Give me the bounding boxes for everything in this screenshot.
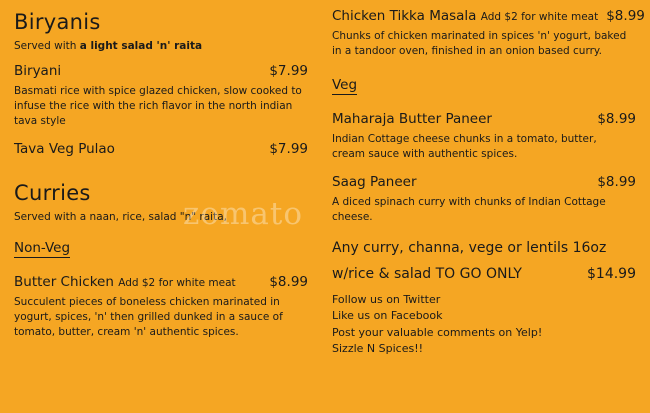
menu-item-name xyxy=(14,274,236,292)
menu-item-name-text: Butter Chicken xyxy=(14,274,114,291)
menu-item-description: Indian Cottage cheese chunks in a tomato, butter, cream sauce with authentic spices. xyxy=(332,132,597,160)
menu-item-name: Biryani xyxy=(14,63,62,80)
menu-item-description: A diced spinach curry with chunks of Indian Cottage cheese. xyxy=(332,195,606,223)
menu-item-price: $7.99 xyxy=(269,141,308,158)
menu-item-price: $8.99 xyxy=(597,110,636,127)
menu-item-price: $8.99 xyxy=(597,173,636,190)
social-twitter: Follow us on Twitter xyxy=(332,292,441,306)
menu-item-note: Add $2 for white meat xyxy=(480,11,599,23)
menu-item-description: Chunks of chicken marinated in spices 'n' yogurt, baked in a tandoor oven, finished in an onion based curry. xyxy=(332,29,627,57)
menu-item-row xyxy=(14,274,308,292)
biryanis-subtitle-bold: a light salad 'n' raita xyxy=(79,40,203,52)
menu-item-row xyxy=(332,111,636,129)
menu-item-name-text: Chicken Tikka Masala xyxy=(332,8,477,24)
menu-item-price: $8.99 xyxy=(606,8,645,24)
menu-item-price: $7.99 xyxy=(269,63,308,80)
section-subtitle-biryanis xyxy=(14,39,308,53)
combo-offer-line: Any curry, channa, vege or lentils 16oz xyxy=(332,239,607,256)
menu-item-row xyxy=(14,63,308,81)
menu-item-row xyxy=(332,174,636,192)
section-biryanis xyxy=(14,10,308,159)
subheading-non-veg: Non-Veg xyxy=(14,240,71,257)
menu-item-saag-paneer xyxy=(332,174,636,225)
menu-item-butter-chicken xyxy=(14,274,308,340)
social-links xyxy=(332,292,636,358)
menu-item-tava-veg-pulao xyxy=(14,141,308,159)
combo-offer-price: $14.99 xyxy=(587,265,636,282)
menu-item-name: Maharaja Butter Paneer xyxy=(332,110,492,127)
left-column xyxy=(14,8,322,413)
menu-item-price: $8.99 xyxy=(269,274,308,291)
social-yelp: Post your valuable comments on Yelp! xyxy=(332,325,543,339)
menu-item-biryani xyxy=(14,63,308,129)
section-subtitle-curries: Served with a naan, rice, salad "n" raita, xyxy=(14,210,227,223)
section-title-biryanis: Biryanis xyxy=(14,10,101,34)
restaurant-name: Sizzle N Spices!! xyxy=(332,342,424,356)
menu-item-maharaja-butter-paneer xyxy=(332,111,636,162)
biryanis-subtitle-prefix: Served with xyxy=(14,40,80,52)
subheading-veg: Veg xyxy=(332,76,358,93)
combo-offer-sub: w/rice & salad TO GO ONLY xyxy=(332,265,522,282)
menu-item-name: Tava Veg Pulao xyxy=(14,141,115,158)
menu-item-row xyxy=(14,141,308,159)
menu-item-row xyxy=(332,8,645,26)
menu-item-name: Saag Paneer xyxy=(332,173,417,190)
section-curries xyxy=(14,181,308,340)
section-title-curries: Curries xyxy=(14,180,91,205)
combo-offer-row xyxy=(332,266,636,282)
social-facebook: Like us on Facebook xyxy=(332,309,443,323)
menu-item-description: Basmati rice with spice glazed chicken, slow cooked to infuse the rice with the rich flavor in the north indian tava style xyxy=(14,84,302,128)
watermark: zomato xyxy=(183,196,303,232)
right-column xyxy=(322,8,645,413)
menu-item-name xyxy=(332,8,598,26)
menu-item-chicken-tikka-masala xyxy=(332,8,645,59)
menu-item-description: Succulent pieces of boneless chicken marinated in yogurt, spices, 'n' then grilled dunked in a sauce of tomato, butter, cream 'n' authentic spices. xyxy=(14,295,283,339)
menu-item-note: Add $2 for white meat xyxy=(118,277,236,290)
spacer xyxy=(14,163,308,179)
